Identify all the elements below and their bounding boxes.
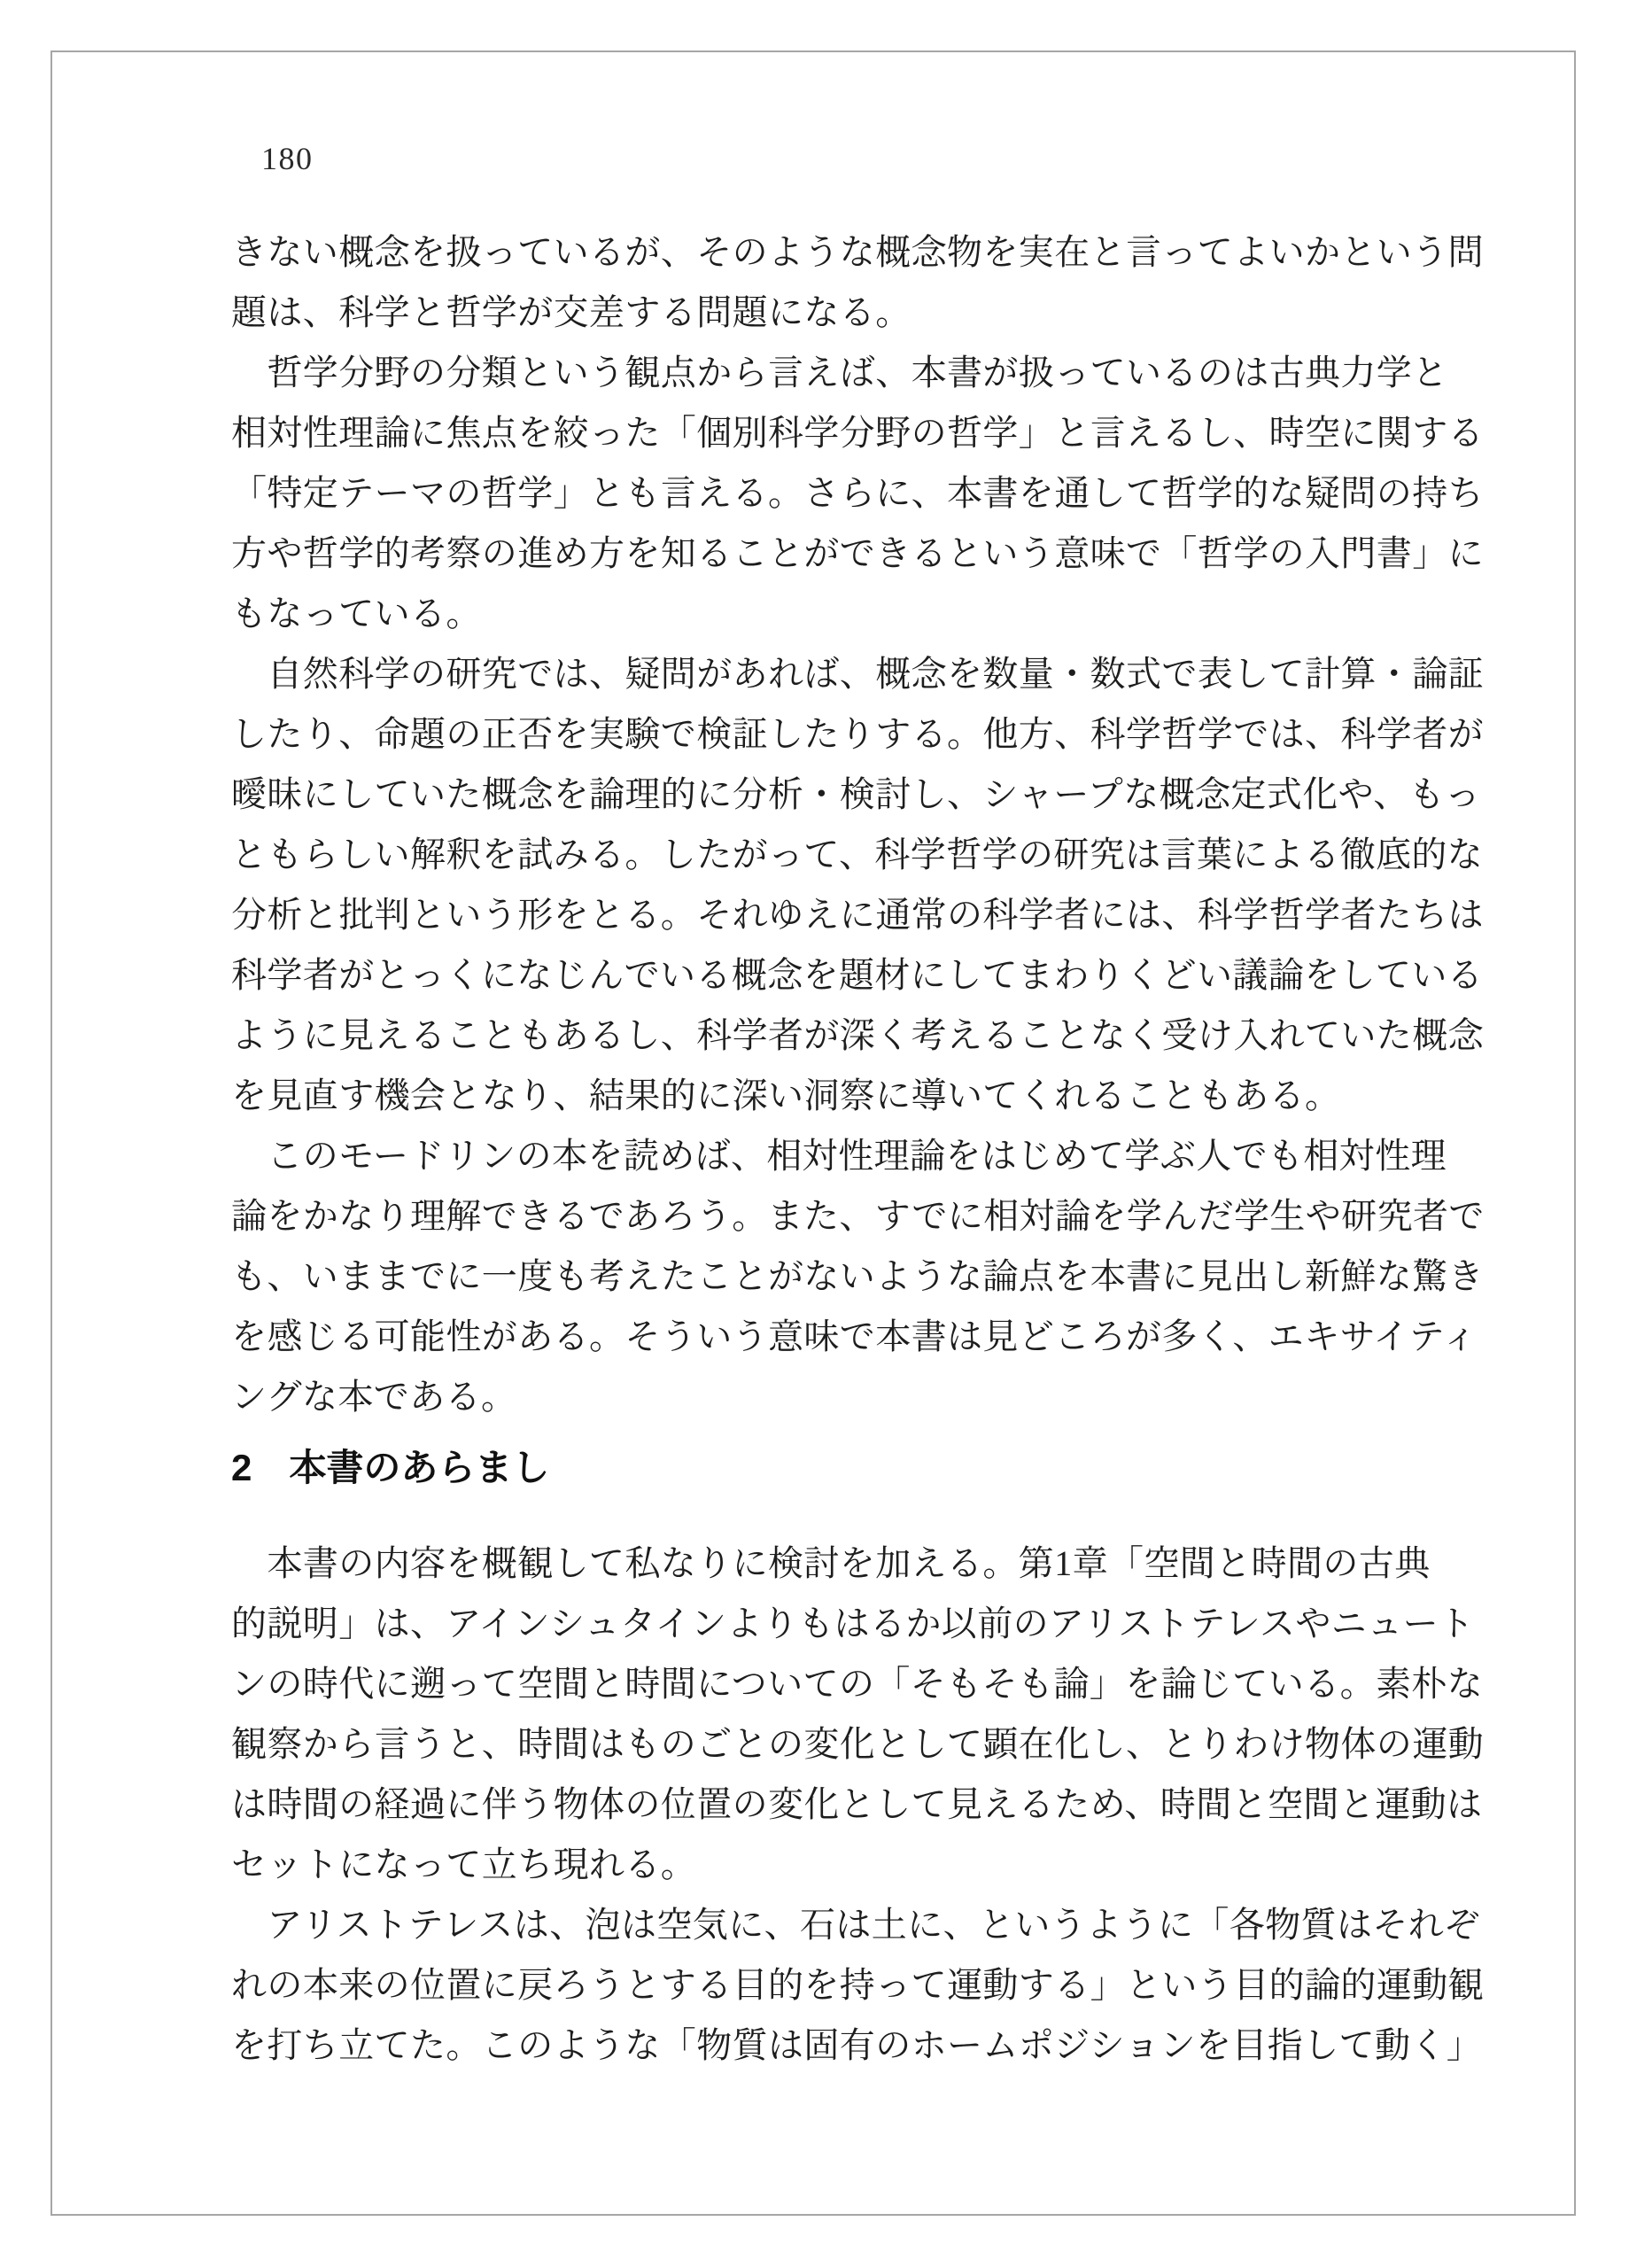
text-line: 題は、科学と哲学が交差する問題になる。 (231, 292, 911, 332)
text-line: ングな本である。 (231, 1377, 517, 1417)
text-line: したり、命題の正否を実験で検証したりする。他方、科学哲学では、科学者が (231, 714, 1484, 754)
text-line: このモードリンの本を読めば、相対性理論をはじめて学ぶ人でも相対性理 (231, 1136, 1447, 1176)
text-line: 論をかなり理解できるであろう。また、すでに相対論を学んだ学生や研究者で (231, 1196, 1485, 1236)
text-line: ンの時代に遡って空間と時間についての「そもそも論」を論じている。素朴な (231, 1664, 1484, 1704)
text-line: アリストテレスは、泡は空気に、石は土に、というように「各物質はそれぞ (231, 1905, 1480, 1945)
text-line: 相対性理論に焦点を絞った「個別科学分野の哲学」と言えるし、時空に関する (231, 413, 1484, 453)
book-page (50, 50, 1576, 2216)
text-line: 自然科学の研究では、疑問があれば、概念を数量・数式で表して計算・論証 (231, 654, 1484, 694)
text-line: 的説明」は、アインシュタインよりもはるか以前のアリストテレスやニュート (231, 1604, 1475, 1643)
section-heading: 2 本書のあらまし (231, 1447, 550, 1488)
text-line: ともらしい解釈を試みる。したがって、科学哲学の研究は言葉による徹底的な (231, 835, 1484, 874)
page-number: 180 (261, 141, 314, 176)
text-line: きない概念を扱っているが、そのような概念物を実在と言ってよいかという問 (231, 232, 1484, 272)
text-line: を見直す機会となり、結果的に深い洞察に導いてくれることもある。 (231, 1076, 1341, 1115)
text-line: 方や哲学的考察の進め方を知ることができるという意味で「哲学の入門書」に (231, 533, 1484, 573)
text-line: 分析と批判という形をとる。それゆえに通常の科学者には、科学哲学者たちは (231, 895, 1484, 935)
text-line: は時間の経過に伴う物体の位置の変化として見えるため、時間と空間と運動は (231, 1784, 1483, 1824)
text-line: 本書の内容を概観して私なりに検討を加える。第1章「空間と時間の古典 (231, 1543, 1431, 1583)
text-line: セットになって立ち現れる。 (231, 1845, 697, 1884)
text-line: もなっている。 (231, 594, 482, 633)
body-text (231, 222, 1485, 2076)
text-line: も、いままでに一度も考えたことがないような論点を本書に見出し新鮮な驚き (231, 1256, 1484, 1296)
text-line: 曖昧にしていた概念を論理的に分析・検討し、シャープな概念定式化や、もっ (231, 774, 1481, 814)
text-line: を感じる可能性がある。そういう意味で本書は見どころが多く、エキサイティ (231, 1317, 1478, 1356)
text-line: 「特定テーマの哲学」とも言える。さらに、本書を通して哲学的な疑問の持ち (231, 473, 1484, 513)
text-line: 哲学分野の分類という観点から言えば、本書が扱っているのは古典力学と (231, 353, 1448, 392)
text-line: 観察から言うと、時間はものごとの変化として顕在化し、とりわけ物体の運動 (231, 1724, 1484, 1764)
text-line: 科学者がとっくになじんでいる概念を題材にしてまわりくどい議論をしている (231, 955, 1484, 995)
text-line: れの本来の位置に戻ろうとする目的を持って運動する」という目的論的運動観 (231, 1965, 1484, 2005)
text-line: ように見えることもあるし、科学者が深く考えることなく受け入れていた概念 (231, 1015, 1484, 1055)
text-line: を打ち立てた。このような「物質は固有のホームポジションを目指して動く」 (231, 2025, 1483, 2065)
